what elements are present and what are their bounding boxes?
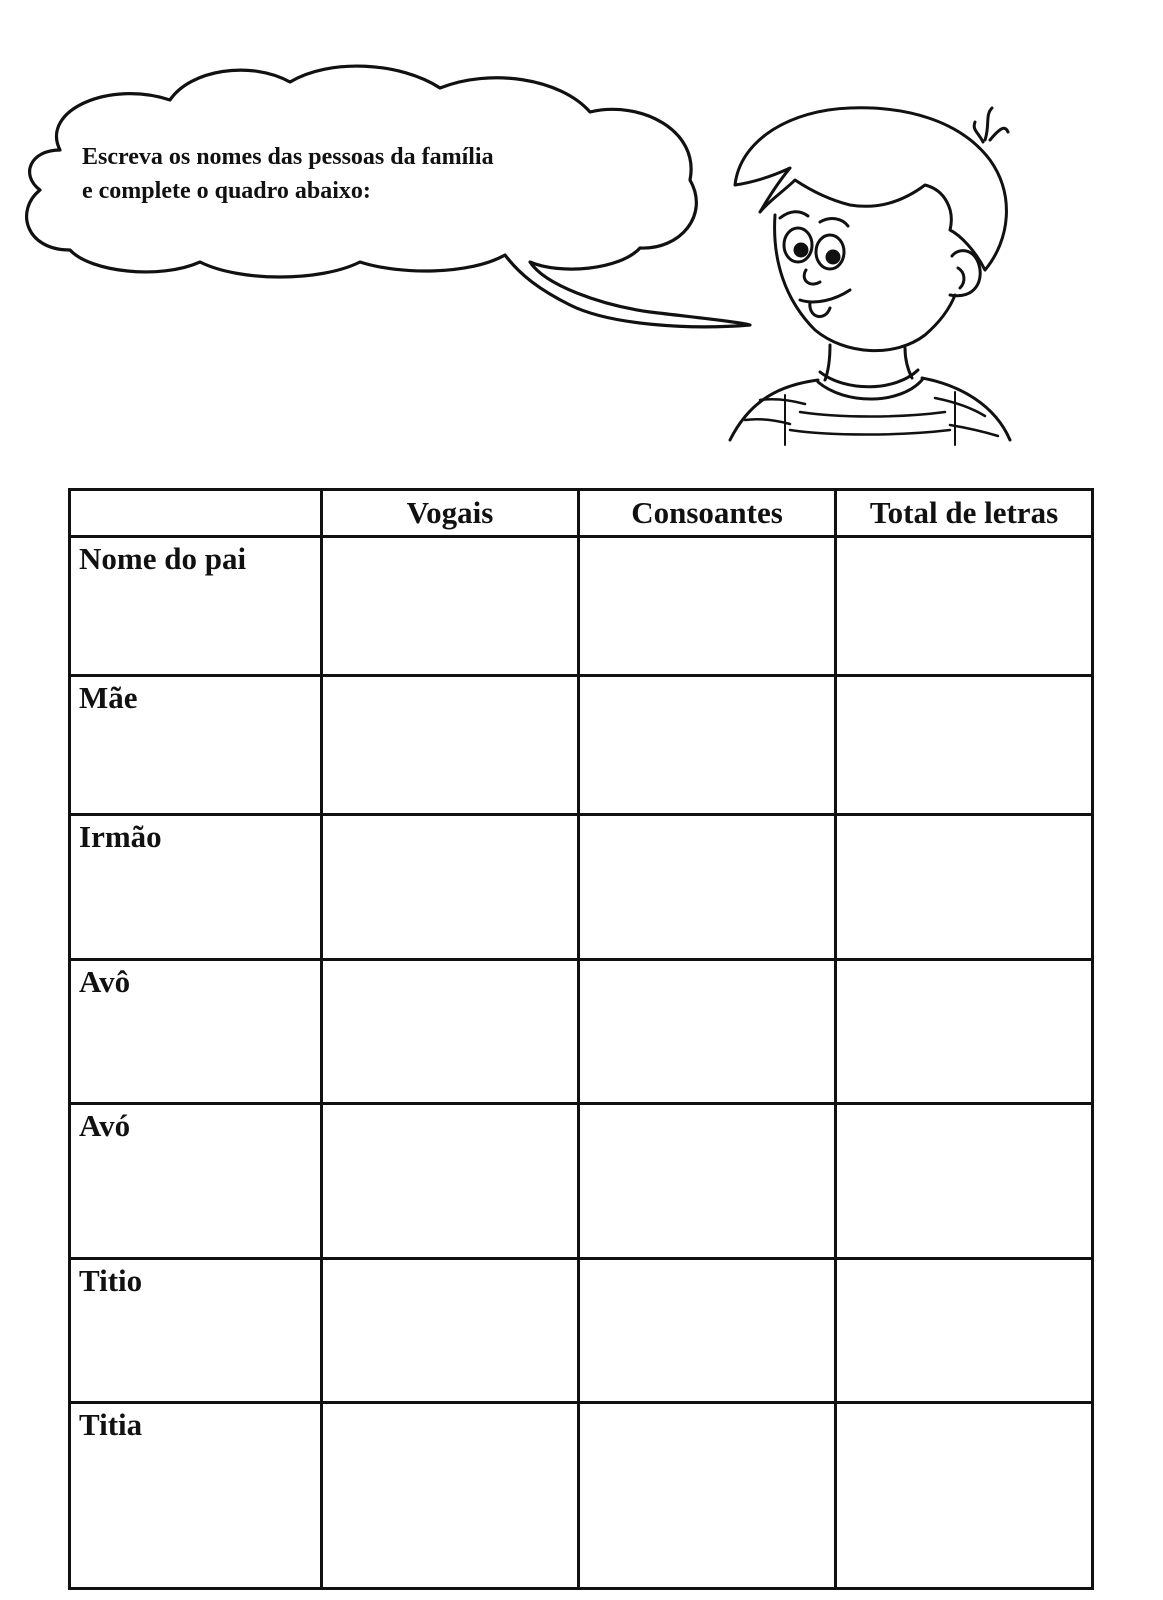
row-label-mae: Mãe [70,676,322,815]
total-de-letras-cell[interactable] [836,815,1093,960]
instruction-line-2: e complete o quadro abaixo: [82,178,371,204]
header-total-de-letras: Total de letras [836,490,1093,537]
table-row [70,676,1093,815]
row-label-nome-do-pai: Nome do pai [70,537,322,676]
row-label-avo-f: Avó [70,1104,322,1259]
total-de-letras-cell[interactable] [836,1403,1093,1589]
total-de-letras-cell[interactable] [836,960,1093,1104]
row-label-irmao: Irmão [70,815,322,960]
vogais-cell[interactable] [322,676,579,815]
header-empty [70,490,322,537]
consoantes-cell[interactable] [579,815,836,960]
table-row [70,537,1093,676]
table-row [70,1259,1093,1403]
table-row [70,1104,1093,1259]
cartoon-boy-icon [730,108,1010,445]
instruction-text [82,140,642,208]
family-letters-table [68,488,1094,1590]
consoantes-cell[interactable] [579,1259,836,1403]
instruction-line-1: Escreva os nomes das pessoas da família [82,144,494,170]
consoantes-cell[interactable] [579,1104,836,1259]
consoantes-cell[interactable] [579,676,836,815]
row-label-titio: Titio [70,1259,322,1403]
table-row [70,1403,1093,1589]
vogais-cell[interactable] [322,960,579,1104]
table-row [70,960,1093,1104]
vogais-cell[interactable] [322,1259,579,1403]
vogais-cell[interactable] [322,815,579,960]
header-consoantes: Consoantes [579,490,836,537]
total-de-letras-cell[interactable] [836,1259,1093,1403]
table-header-row [70,490,1093,537]
consoantes-cell[interactable] [579,1403,836,1589]
consoantes-cell[interactable] [579,537,836,676]
worksheet-illustration [0,0,1163,470]
table-row [70,815,1093,960]
total-de-letras-cell[interactable] [836,537,1093,676]
vogais-cell[interactable] [322,537,579,676]
vogais-cell[interactable] [322,1104,579,1259]
total-de-letras-cell[interactable] [836,1104,1093,1259]
vogais-cell[interactable] [322,1403,579,1589]
row-label-titia: Titia [70,1403,322,1589]
total-de-letras-cell[interactable] [836,676,1093,815]
consoantes-cell[interactable] [579,960,836,1104]
row-label-avo-m: Avô [70,960,322,1104]
header-vogais: Vogais [322,490,579,537]
